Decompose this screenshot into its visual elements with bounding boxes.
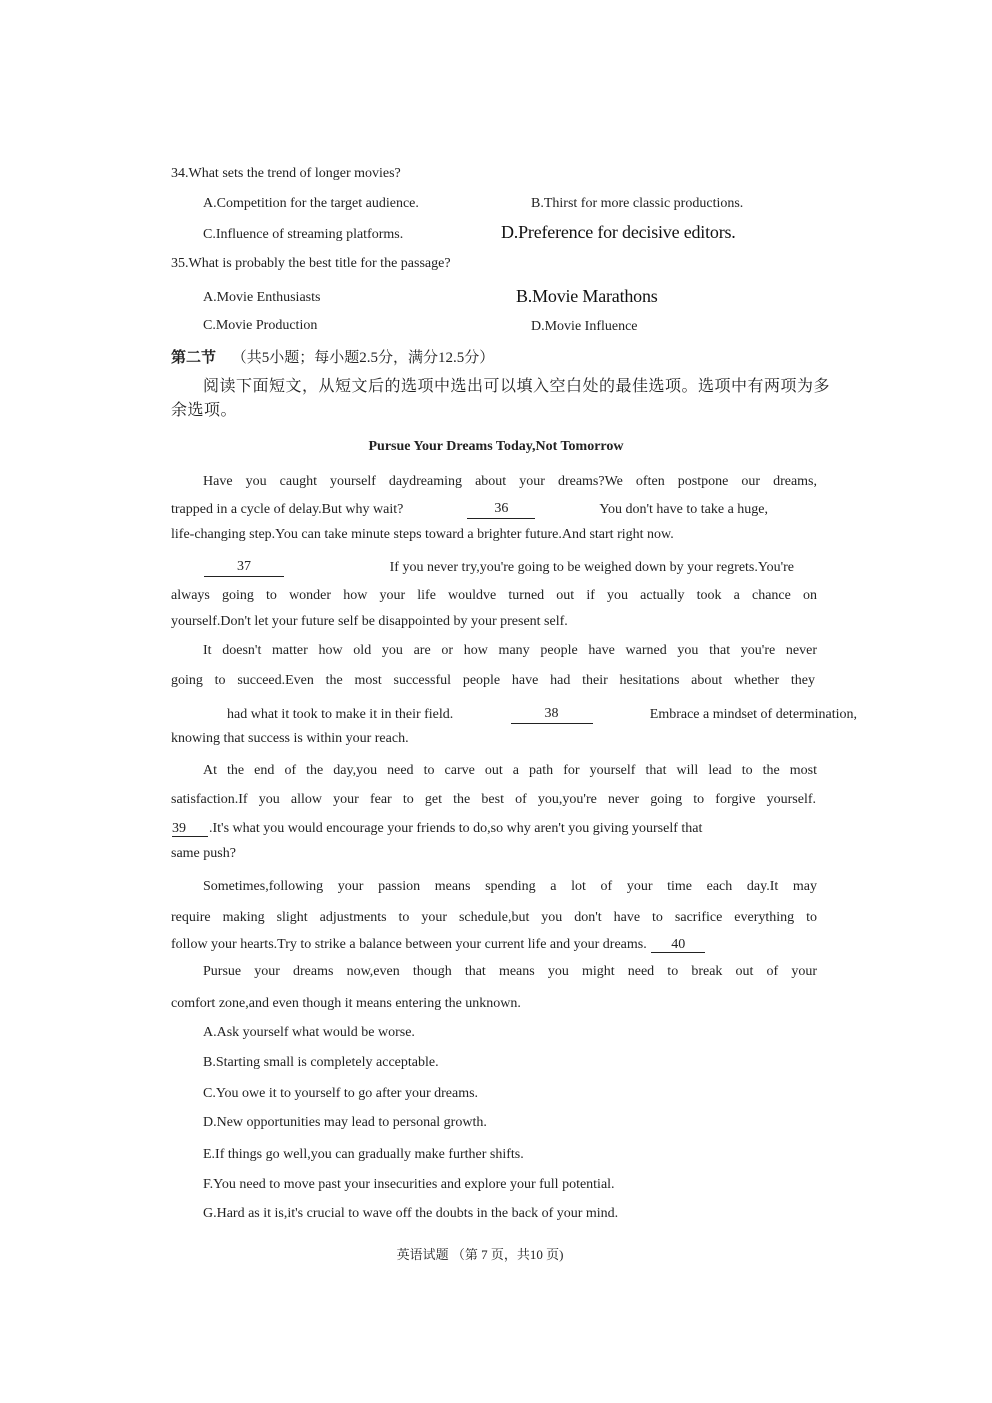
passage-p5-line-2: require making slight adjustments to your schedule,but you don't have to sacrifice everything to (171, 910, 817, 925)
option-b: B.Starting small is completely acceptable. (203, 1055, 439, 1070)
question-34-option-c: C.Influence of streaming platforms. (203, 227, 404, 242)
option-e: E.If things go well,you can gradually make further shifts. (203, 1147, 524, 1162)
blank-39: 39 (172, 821, 208, 837)
option-d: D.New opportunities may lead to personal growth. (203, 1115, 487, 1130)
question-35-option-c: C.Movie Production (203, 318, 318, 333)
passage-p6-line-2: comfort zone,and even though it means entering the unknown. (171, 996, 521, 1011)
passage-p4-line-3-text: .It's what you would encourage your friends to do,so why aren't you giving yourself that (209, 821, 703, 836)
passage-p2-line-1 (203, 559, 794, 577)
section-instructions-line-2: 余选项。 (171, 402, 238, 419)
passage-p5-line-3-text: follow your hearts.Try to strike a balance between your current life and your dreams. (171, 937, 647, 952)
passage-p3-line-3 (227, 706, 857, 724)
option-f: F.You need to move past your insecurities and explore your full potential. (203, 1177, 615, 1192)
option-a: A.Ask yourself what would be worse. (203, 1025, 415, 1040)
passage-p4-line-3 (171, 820, 702, 838)
option-c: C.You owe it to yourself to go after your dreams. (203, 1086, 479, 1101)
option-g: G.Hard as it is,it's crucial to wave off the doubts in the back of your mind. (203, 1206, 619, 1221)
section-scoring-note: （共5小题；每小题2.5分，满分12.5分） (231, 350, 495, 366)
passage-p1-line-2 (171, 501, 768, 519)
passage-p1-line-3: life-changing step.You can take minute steps toward a brighter future.And start right now. (171, 527, 674, 542)
passage-p6-line-1: Pursue your dreams now,even though that means you might need to break out of your (203, 964, 817, 979)
passage-p4-line-4: same push? (171, 846, 236, 861)
passage-p3-line-2: going to succeed.Even the most successful people have had their hesitations about whether they (171, 673, 815, 688)
blank-38: 38 (511, 706, 593, 724)
passage-p2-line-2: always going to wonder how your life wouldve turned out if you actually took a chance on (171, 588, 817, 603)
passage-p1-line-2-text-b: You don't have to take a huge, (599, 502, 768, 517)
passage-p5-line-1: Sometimes,following your passion means spending a lot of your time each day.It may (203, 879, 817, 894)
passage-p5-line-3 (171, 936, 706, 954)
passage-p2-line-3: yourself.Don't let your future self be disappointed by your present self. (171, 614, 568, 629)
passage-p3-line-3-text-a: had what it took to make it in their field. (227, 707, 454, 722)
passage-p3-line-4: knowing that success is within your reach. (171, 731, 409, 746)
question-34-stem: 34.What sets the trend of longer movies? (171, 166, 401, 181)
passage-p3-line-3-text-b: Embrace a mindset of determination, (649, 707, 857, 722)
section-heading (171, 349, 494, 367)
question-34-option-b: B.Thirst for more classic productions. (531, 196, 744, 211)
section-instructions-line-1: 阅读下面短文，从短文后的选项中选出可以填入空白处的最佳选项。选项中有两项为多 (203, 378, 831, 395)
section-title: 第二节 (171, 350, 217, 366)
blank-37: 37 (204, 559, 284, 577)
passage-p2-line-1-text: If you never try,you're going to be weighed down by your regrets.You're (389, 560, 794, 575)
passage-p3-line-1: It doesn't matter how old you are or how many people have warned you that you're never (203, 643, 817, 658)
page-footer: 英语试题 （第 7 页，共10 页) (396, 1247, 564, 1262)
passage-p4-line-1: At the end of the day,you need to carve out a path for yourself that will lead to the most (203, 763, 817, 778)
passage-p1-line-1: Have you caught yourself daydreaming about your dreams?We often postpone our dreams, (203, 474, 817, 489)
question-35-stem: 35.What is probably the best title for the passage? (171, 256, 451, 271)
question-34-option-a: A.Competition for the target audience. (203, 196, 419, 211)
question-35-option-d: D.Movie Influence (531, 319, 638, 334)
question-35-option-a: A.Movie Enthusiasts (203, 290, 321, 305)
question-34-option-d: D.Preference for decisive editors. (501, 222, 736, 242)
passage-title: Pursue Your Dreams Today,Not Tomorrow (368, 439, 624, 454)
blank-36: 36 (467, 501, 535, 519)
question-35-option-b: B.Movie Marathons (516, 286, 658, 306)
passage-p1-line-2-text-a: trapped in a cycle of delay.But why wait? (171, 502, 404, 517)
passage-p4-line-2: satisfaction.If you allow your fear to get the best of you,you're never going to forgive yourself. (171, 792, 816, 807)
blank-40: 40 (651, 937, 705, 953)
